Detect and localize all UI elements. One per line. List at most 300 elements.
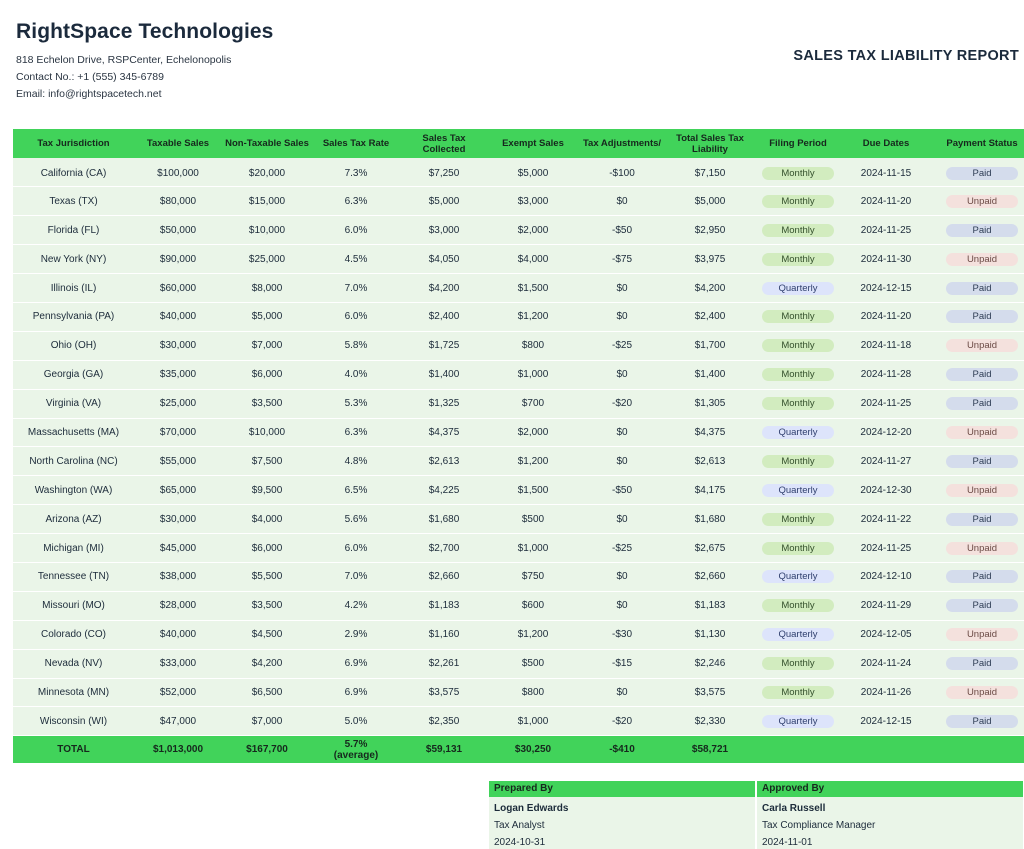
- payment-status-cell: [930, 534, 1024, 563]
- total-liability-cell: $2,660: [666, 562, 754, 591]
- due-date-cell: 2024-11-26: [842, 678, 930, 707]
- payment-status-cell: [930, 360, 1024, 389]
- filing-period-badge: Monthly: [762, 686, 834, 699]
- payment-status-badge: Paid: [946, 657, 1018, 670]
- payment-status-badge: Paid: [946, 397, 1018, 410]
- table-row: [13, 418, 1024, 447]
- exempt-sales-cell: $1,200: [488, 302, 578, 331]
- tax-rate-cell: 5.8%: [312, 331, 400, 360]
- payment-status-cell: [930, 505, 1024, 534]
- taxable-sales-cell: $38,000: [134, 562, 222, 591]
- tax-adjustments-cell: -$20: [578, 389, 666, 418]
- non-taxable-sales-cell: $20,000: [222, 158, 312, 187]
- payment-status-cell: [930, 245, 1024, 274]
- preparer-name: Logan Edwards: [494, 803, 569, 814]
- total-due-date-cell: [842, 736, 930, 763]
- non-taxable-sales-cell: $8,000: [222, 274, 312, 303]
- table-row: [13, 187, 1024, 216]
- non-taxable-sales-cell: $10,000: [222, 216, 312, 245]
- table-row: [13, 245, 1024, 274]
- tax-rate-cell: 2.9%: [312, 620, 400, 649]
- exempt-sales-cell: $1,000: [488, 707, 578, 736]
- tax-rate-cell: 6.5%: [312, 476, 400, 505]
- due-date-cell: 2024-11-18: [842, 331, 930, 360]
- filing-period-cell: [754, 476, 842, 505]
- tax-rate-cell: 6.9%: [312, 649, 400, 678]
- column-header-due-date: Due Dates: [842, 129, 930, 158]
- payment-status-badge: Unpaid: [946, 339, 1018, 352]
- taxable-sales-cell: $35,000: [134, 360, 222, 389]
- payment-status-badge: Paid: [946, 310, 1018, 323]
- tax-collected-cell: $5,000: [400, 187, 488, 216]
- payment-status-badge: Paid: [946, 513, 1018, 526]
- table-row: [13, 505, 1024, 534]
- total-liability-cell: $1,400: [666, 360, 754, 389]
- payment-status-cell: [930, 216, 1024, 245]
- payment-status-cell: [930, 591, 1024, 620]
- tax-adjustments-cell: $0: [578, 302, 666, 331]
- total-liability-cell: $4,375: [666, 418, 754, 447]
- non-taxable-sales-cell: $5,000: [222, 302, 312, 331]
- tax-collected-cell: $3,575: [400, 678, 488, 707]
- total-liability-cell: $1,130: [666, 620, 754, 649]
- table-row: [13, 447, 1024, 476]
- total-liability-cell: $2,400: [666, 302, 754, 331]
- jurisdiction-cell: Tennessee (TN): [13, 562, 134, 591]
- due-date-cell: 2024-11-25: [842, 534, 930, 563]
- payment-status-cell: [930, 331, 1024, 360]
- filing-period-cell: [754, 331, 842, 360]
- tax-rate-cell: 6.3%: [312, 187, 400, 216]
- payment-status-badge: Unpaid: [946, 542, 1018, 555]
- table-total-row: [13, 736, 1024, 763]
- tax-rate-cell: 4.8%: [312, 447, 400, 476]
- filing-period-cell: [754, 678, 842, 707]
- due-date-cell: 2024-11-27: [842, 447, 930, 476]
- taxable-sales-cell: $60,000: [134, 274, 222, 303]
- tax-adjustments-cell: -$50: [578, 216, 666, 245]
- approved-by-header: Approved By: [757, 781, 1023, 797]
- exempt-sales-cell: $500: [488, 649, 578, 678]
- column-header-non-taxable-sales: Non-Taxable Sales: [222, 129, 312, 158]
- table-row: [13, 534, 1024, 563]
- non-taxable-sales-cell: $6,000: [222, 360, 312, 389]
- tax-collected-cell: $2,400: [400, 302, 488, 331]
- total-jurisdiction-cell: TOTAL: [13, 736, 134, 763]
- filing-period-cell: [754, 591, 842, 620]
- approver-title: Tax Compliance Manager: [762, 820, 876, 831]
- table-row: [13, 649, 1024, 678]
- exempt-sales-cell: $1,500: [488, 274, 578, 303]
- column-header-jurisdiction: Tax Jurisdiction: [13, 129, 134, 158]
- taxable-sales-cell: $47,000: [134, 707, 222, 736]
- exempt-sales-cell: $800: [488, 678, 578, 707]
- jurisdiction-cell: New York (NY): [13, 245, 134, 274]
- taxable-sales-cell: $40,000: [134, 620, 222, 649]
- tax-adjustments-cell: $0: [578, 591, 666, 620]
- payment-status-cell: [930, 678, 1024, 707]
- tax-collected-cell: $1,680: [400, 505, 488, 534]
- due-date-cell: 2024-11-22: [842, 505, 930, 534]
- total-liability-cell: $7,150: [666, 158, 754, 187]
- payment-status-cell: [930, 649, 1024, 678]
- due-date-cell: 2024-11-15: [842, 158, 930, 187]
- jurisdiction-cell: Minnesota (MN): [13, 678, 134, 707]
- tax-rate-cell: 6.9%: [312, 678, 400, 707]
- tax-rate-cell: 6.0%: [312, 302, 400, 331]
- total-non-taxable-sales-cell: $167,700: [222, 736, 312, 763]
- total-filing-period-cell: [754, 736, 842, 763]
- non-taxable-sales-cell: $15,000: [222, 187, 312, 216]
- company-header: [16, 20, 273, 103]
- filing-period-cell: [754, 534, 842, 563]
- tax-rate-cell: 6.0%: [312, 534, 400, 563]
- tax-adjustments-cell: $0: [578, 274, 666, 303]
- jurisdiction-cell: Georgia (GA): [13, 360, 134, 389]
- total-liability-cell: $5,000: [666, 187, 754, 216]
- table-row: [13, 158, 1024, 187]
- prepared-by-block: [489, 781, 755, 849]
- due-date-cell: 2024-11-25: [842, 389, 930, 418]
- tax-adjustments-cell: $0: [578, 187, 666, 216]
- total-liability-cell: $1,305: [666, 389, 754, 418]
- total-tax-adjustments-cell: -$410: [578, 736, 666, 763]
- tax-collected-cell: $3,000: [400, 216, 488, 245]
- due-date-cell: 2024-11-24: [842, 649, 930, 678]
- non-taxable-sales-cell: $4,200: [222, 649, 312, 678]
- filing-period-badge: Monthly: [762, 339, 834, 352]
- due-date-cell: 2024-11-25: [842, 216, 930, 245]
- non-taxable-sales-cell: $25,000: [222, 245, 312, 274]
- jurisdiction-cell: Nevada (NV): [13, 649, 134, 678]
- payment-status-cell: [930, 447, 1024, 476]
- column-header-filing-period: Filing Period: [754, 129, 842, 158]
- due-date-cell: 2024-11-20: [842, 302, 930, 331]
- filing-period-badge: Monthly: [762, 397, 834, 410]
- non-taxable-sales-cell: $5,500: [222, 562, 312, 591]
- non-taxable-sales-cell: $4,000: [222, 505, 312, 534]
- table-row: [13, 707, 1024, 736]
- due-date-cell: 2024-11-28: [842, 360, 930, 389]
- due-date-cell: 2024-12-10: [842, 562, 930, 591]
- payment-status-cell: [930, 158, 1024, 187]
- exempt-sales-cell: $700: [488, 389, 578, 418]
- table-row: [13, 216, 1024, 245]
- tax-rate-cell: 7.3%: [312, 158, 400, 187]
- filing-period-badge: Quarterly: [762, 715, 834, 728]
- filing-period-cell: [754, 620, 842, 649]
- payment-status-badge: Unpaid: [946, 484, 1018, 497]
- non-taxable-sales-cell: $6,500: [222, 678, 312, 707]
- exempt-sales-cell: $4,000: [488, 245, 578, 274]
- total-liability-cell: $2,613: [666, 447, 754, 476]
- exempt-sales-cell: $1,000: [488, 360, 578, 389]
- jurisdiction-cell: Massachusetts (MA): [13, 418, 134, 447]
- taxable-sales-cell: $100,000: [134, 158, 222, 187]
- payment-status-badge: Unpaid: [946, 195, 1018, 208]
- tax-adjustments-cell: $0: [578, 505, 666, 534]
- exempt-sales-cell: $500: [488, 505, 578, 534]
- company-address: 818 Echelon Drive, RSPCenter, Echelonopolis: [16, 54, 232, 66]
- exempt-sales-cell: $2,000: [488, 418, 578, 447]
- prepared-by-header: Prepared By: [489, 781, 755, 797]
- payment-status-cell: [930, 187, 1024, 216]
- due-date-cell: 2024-11-20: [842, 187, 930, 216]
- tax-rate-cell: 4.0%: [312, 360, 400, 389]
- due-date-cell: 2024-11-30: [842, 245, 930, 274]
- non-taxable-sales-cell: $9,500: [222, 476, 312, 505]
- filing-period-badge: Monthly: [762, 310, 834, 323]
- filing-period-badge: Monthly: [762, 455, 834, 468]
- taxable-sales-cell: $80,000: [134, 187, 222, 216]
- non-taxable-sales-cell: $7,000: [222, 331, 312, 360]
- filing-period-cell: [754, 649, 842, 678]
- tax-collected-cell: $1,725: [400, 331, 488, 360]
- non-taxable-sales-cell: $4,500: [222, 620, 312, 649]
- tax-collected-cell: $1,183: [400, 591, 488, 620]
- tax-collected-cell: $4,375: [400, 418, 488, 447]
- non-taxable-sales-cell: $7,500: [222, 447, 312, 476]
- tax-liability-table: [13, 129, 1024, 763]
- filing-period-cell: [754, 505, 842, 534]
- non-taxable-sales-cell: $3,500: [222, 591, 312, 620]
- payment-status-badge: Paid: [946, 368, 1018, 381]
- total-liability-cell: $1,700: [666, 331, 754, 360]
- filing-period-cell: [754, 158, 842, 187]
- table-row: [13, 331, 1024, 360]
- payment-status-cell: [930, 476, 1024, 505]
- column-header-total-liability: Total Sales Tax Liability: [666, 129, 754, 158]
- total-exempt-sales-cell: $30,250: [488, 736, 578, 763]
- filing-period-cell: [754, 562, 842, 591]
- jurisdiction-cell: Washington (WA): [13, 476, 134, 505]
- non-taxable-sales-cell: $10,000: [222, 418, 312, 447]
- tax-collected-cell: $2,261: [400, 649, 488, 678]
- tax-adjustments-cell: $0: [578, 562, 666, 591]
- tax-adjustments-cell: $0: [578, 678, 666, 707]
- taxable-sales-cell: $55,000: [134, 447, 222, 476]
- payment-status-cell: [930, 302, 1024, 331]
- payment-status-badge: Paid: [946, 715, 1018, 728]
- jurisdiction-cell: Pennsylvania (PA): [13, 302, 134, 331]
- due-date-cell: 2024-12-15: [842, 707, 930, 736]
- taxable-sales-cell: $70,000: [134, 418, 222, 447]
- payment-status-badge: Paid: [946, 455, 1018, 468]
- exempt-sales-cell: $1,200: [488, 447, 578, 476]
- tax-adjustments-cell: $0: [578, 447, 666, 476]
- tax-collected-cell: $2,660: [400, 562, 488, 591]
- tax-adjustments-cell: -$100: [578, 158, 666, 187]
- column-header-exempt-sales: Exempt Sales: [488, 129, 578, 158]
- filing-period-badge: Quarterly: [762, 282, 834, 295]
- tax-rate-cell: 6.3%: [312, 418, 400, 447]
- total-liability-cell: $1,183: [666, 591, 754, 620]
- filing-period-badge: Monthly: [762, 253, 834, 266]
- column-header-tax-rate: Sales Tax Rate: [312, 129, 400, 158]
- jurisdiction-cell: Wisconsin (WI): [13, 707, 134, 736]
- tax-collected-cell: $2,350: [400, 707, 488, 736]
- tax-adjustments-cell: -$25: [578, 331, 666, 360]
- filing-period-cell: [754, 389, 842, 418]
- payment-status-cell: [930, 389, 1024, 418]
- total-total-liability-cell: $58,721: [666, 736, 754, 763]
- tax-adjustments-cell: -$50: [578, 476, 666, 505]
- filing-period-cell: [754, 245, 842, 274]
- due-date-cell: 2024-12-30: [842, 476, 930, 505]
- filing-period-cell: [754, 360, 842, 389]
- total-payment-status-cell: [930, 736, 1024, 763]
- jurisdiction-cell: Michigan (MI): [13, 534, 134, 563]
- total-liability-cell: $2,330: [666, 707, 754, 736]
- payment-status-badge: Paid: [946, 167, 1018, 180]
- filing-period-cell: [754, 274, 842, 303]
- filing-period-badge: Monthly: [762, 195, 834, 208]
- payment-status-badge: Unpaid: [946, 628, 1018, 641]
- filing-period-badge: Monthly: [762, 224, 834, 237]
- tax-adjustments-cell: -$30: [578, 620, 666, 649]
- taxable-sales-cell: $25,000: [134, 389, 222, 418]
- filing-period-badge: Quarterly: [762, 484, 834, 497]
- jurisdiction-cell: Florida (FL): [13, 216, 134, 245]
- filing-period-badge: Monthly: [762, 542, 834, 555]
- tax-adjustments-cell: -$15: [578, 649, 666, 678]
- non-taxable-sales-cell: $7,000: [222, 707, 312, 736]
- tax-rate-cell: 5.0%: [312, 707, 400, 736]
- due-date-cell: 2024-12-05: [842, 620, 930, 649]
- filing-period-cell: [754, 302, 842, 331]
- tax-rate-cell: 7.0%: [312, 562, 400, 591]
- exempt-sales-cell: $1,500: [488, 476, 578, 505]
- filing-period-badge: Monthly: [762, 599, 834, 612]
- payment-status-badge: Unpaid: [946, 686, 1018, 699]
- company-name: RightSpace Technologies: [16, 20, 274, 43]
- table-row: [13, 678, 1024, 707]
- table-row: [13, 360, 1024, 389]
- payment-status-cell: [930, 274, 1024, 303]
- total-liability-cell: $3,975: [666, 245, 754, 274]
- prepared-date: 2024-10-31: [494, 837, 546, 848]
- exempt-sales-cell: $2,000: [488, 216, 578, 245]
- filing-period-cell: [754, 418, 842, 447]
- column-header-tax-collected: Sales Tax Collected: [400, 129, 488, 158]
- taxable-sales-cell: $30,000: [134, 505, 222, 534]
- table-row: [13, 274, 1024, 303]
- tax-adjustments-cell: -$20: [578, 707, 666, 736]
- due-date-cell: 2024-12-20: [842, 418, 930, 447]
- table-row: [13, 591, 1024, 620]
- taxable-sales-cell: $65,000: [134, 476, 222, 505]
- tax-rate-cell: 5.6%: [312, 505, 400, 534]
- payment-status-cell: [930, 418, 1024, 447]
- exempt-sales-cell: $750: [488, 562, 578, 591]
- payment-status-badge: Paid: [946, 282, 1018, 295]
- exempt-sales-cell: $600: [488, 591, 578, 620]
- taxable-sales-cell: $28,000: [134, 591, 222, 620]
- filing-period-badge: Quarterly: [762, 628, 834, 641]
- payment-status-badge: Unpaid: [946, 426, 1018, 439]
- taxable-sales-cell: $52,000: [134, 678, 222, 707]
- exempt-sales-cell: $1,000: [488, 534, 578, 563]
- filing-period-badge: Monthly: [762, 167, 834, 180]
- jurisdiction-cell: Texas (TX): [13, 187, 134, 216]
- company-details: [16, 52, 273, 103]
- tax-adjustments-cell: $0: [578, 360, 666, 389]
- jurisdiction-cell: North Carolina (NC): [13, 447, 134, 476]
- preparer-title: Tax Analyst: [494, 820, 545, 831]
- jurisdiction-cell: Ohio (OH): [13, 331, 134, 360]
- jurisdiction-cell: Virginia (VA): [13, 389, 134, 418]
- exempt-sales-cell: $5,000: [488, 158, 578, 187]
- tax-collected-cell: $4,225: [400, 476, 488, 505]
- jurisdiction-cell: Illinois (IL): [13, 274, 134, 303]
- jurisdiction-cell: Missouri (MO): [13, 591, 134, 620]
- tax-rate-cell: 7.0%: [312, 274, 400, 303]
- tax-collected-cell: $4,050: [400, 245, 488, 274]
- approved-date: 2024-11-01: [762, 837, 813, 848]
- tax-collected-cell: $4,200: [400, 274, 488, 303]
- due-date-cell: 2024-11-29: [842, 591, 930, 620]
- taxable-sales-cell: $50,000: [134, 216, 222, 245]
- taxable-sales-cell: $30,000: [134, 331, 222, 360]
- filing-period-badge: Quarterly: [762, 426, 834, 439]
- payment-status-cell: [930, 707, 1024, 736]
- jurisdiction-cell: Colorado (CO): [13, 620, 134, 649]
- table-row: [13, 562, 1024, 591]
- report-title: SALES TAX LIABILITY REPORT: [793, 48, 1019, 64]
- tax-collected-cell: $1,160: [400, 620, 488, 649]
- filing-period-badge: Monthly: [762, 657, 834, 670]
- column-header-payment-status: Payment Status: [930, 129, 1024, 158]
- taxable-sales-cell: $33,000: [134, 649, 222, 678]
- filing-period-cell: [754, 187, 842, 216]
- payment-status-badge: Paid: [946, 599, 1018, 612]
- table-row: [13, 302, 1024, 331]
- total-tax-collected-cell: $59,131: [400, 736, 488, 763]
- company-contact: Contact No.: +1 (555) 345-6789: [16, 71, 164, 83]
- column-header-tax-adjustments: Tax Adjustments/: [578, 129, 666, 158]
- exempt-sales-cell: $800: [488, 331, 578, 360]
- payment-status-badge: Paid: [946, 570, 1018, 583]
- tax-rate-cell: 5.3%: [312, 389, 400, 418]
- table-row: [13, 389, 1024, 418]
- tax-adjustments-cell: -$75: [578, 245, 666, 274]
- tax-rate-cell: 4.2%: [312, 591, 400, 620]
- filing-period-cell: [754, 707, 842, 736]
- jurisdiction-cell: California (CA): [13, 158, 134, 187]
- company-email: Email: info@rightspacetech.net: [16, 88, 162, 100]
- due-date-cell: 2024-12-15: [842, 274, 930, 303]
- total-liability-cell: $2,246: [666, 649, 754, 678]
- tax-collected-cell: $2,613: [400, 447, 488, 476]
- total-liability-cell: $2,675: [666, 534, 754, 563]
- total-liability-cell: $4,175: [666, 476, 754, 505]
- payment-status-badge: Unpaid: [946, 253, 1018, 266]
- tax-rate-cell: 6.0%: [312, 216, 400, 245]
- non-taxable-sales-cell: $3,500: [222, 389, 312, 418]
- jurisdiction-cell: Arizona (AZ): [13, 505, 134, 534]
- payment-status-cell: [930, 562, 1024, 591]
- total-liability-cell: $3,575: [666, 678, 754, 707]
- tax-collected-cell: $1,400: [400, 360, 488, 389]
- filing-period-badge: Monthly: [762, 513, 834, 526]
- filing-period-badge: Quarterly: [762, 570, 834, 583]
- filing-period-badge: Monthly: [762, 368, 834, 381]
- taxable-sales-cell: $45,000: [134, 534, 222, 563]
- tax-adjustments-cell: -$25: [578, 534, 666, 563]
- exempt-sales-cell: $1,200: [488, 620, 578, 649]
- tax-collected-cell: $2,700: [400, 534, 488, 563]
- table-body: [13, 158, 1024, 736]
